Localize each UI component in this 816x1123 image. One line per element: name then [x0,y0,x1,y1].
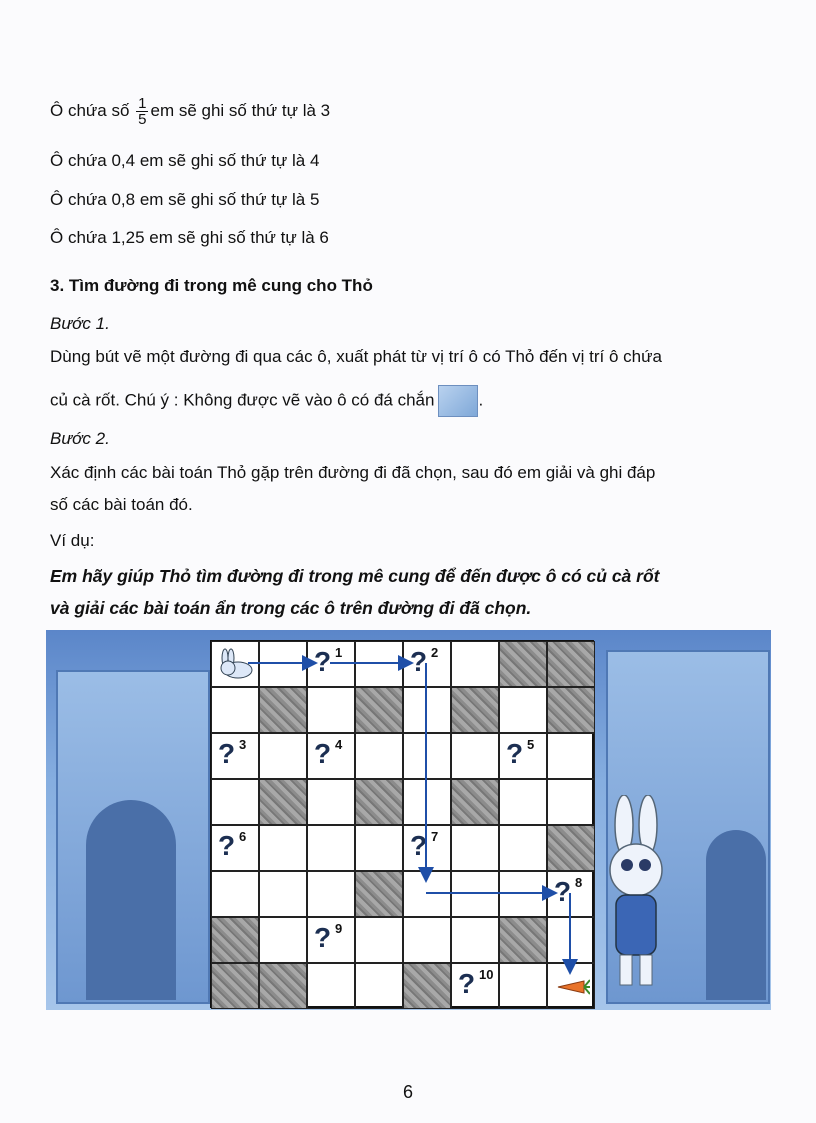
section-heading: 3. Tìm đường đi trong mê cung cho Thỏ [50,276,373,295]
step1-text-cont [50,385,483,417]
rock-cell [547,825,595,871]
maze-cell [259,917,307,963]
question-icon: ? [410,830,428,861]
carrot-icon [554,976,590,998]
maze-cell [355,825,403,871]
question-number: 5 [527,737,535,752]
maze-cell [451,871,499,917]
maze-cell [403,871,451,917]
show-through-text [470,88,770,288]
rock-cell [499,917,547,963]
question-icon: ? [506,738,524,769]
maze-cell [451,917,499,963]
maze-cell [259,825,307,871]
rabbit-start-cell [211,641,259,687]
carrot-goal-cell [547,963,595,1009]
maze-cell [259,733,307,779]
rock-cell [259,687,307,733]
rock-cell [211,963,259,1009]
question-icon: ? [218,830,236,861]
step2-text-cont: số các bài toán đó. [50,495,193,514]
page-number: 6 [402,1082,413,1102]
fraction-line [50,96,330,127]
rock-cell [403,963,451,1009]
question-cell [403,641,451,687]
rock-cell [259,779,307,825]
maze-cell [259,871,307,917]
rock-cell [355,779,403,825]
maze-cell [499,963,547,1009]
rock-cell [451,687,499,733]
question-icon: ? [410,646,428,677]
text-segment: củ cà rốt. Chú ý : Không được vẽ vào ô có đá chắn [50,390,435,410]
example-label: Ví dụ: [50,531,95,550]
question-number: 7 [431,829,439,844]
question-icon: ? [218,738,236,769]
question-cell [547,871,595,917]
maze-cell [307,687,355,733]
maze-cell [259,641,307,687]
question-number: 4 [335,737,343,752]
rock-cell [547,687,595,733]
maze-cell [403,687,451,733]
question-cell [499,733,547,779]
rock-cell [211,917,259,963]
question-number: 2 [431,645,439,660]
question-cell [451,963,499,1009]
maze-cell [355,963,403,1009]
maze-cell [499,871,547,917]
maze-cell [355,733,403,779]
maze-cell [355,641,403,687]
maze-cell [451,641,499,687]
task-text: Em hãy giúp Thỏ tìm đường đi trong mê cung để đến được ô có củ cà rốt [50,566,660,586]
task-text-cont: và giải các bài toán ẩn trong các ô trên đường đi đã chọn. [50,598,532,618]
maze-cell [499,825,547,871]
question-icon: ? [314,738,332,769]
step2-text: Xác định các bài toán Thỏ gặp trên đường đi đã chọn, sau đó em giải và ghi đáp [50,463,656,482]
castle-archway [86,800,176,1000]
maze-cell [307,963,355,1009]
question-cell [211,825,259,871]
castle-archway [706,830,766,1000]
question-number: 9 [335,921,343,936]
maze-cell [211,871,259,917]
question-cell [211,733,259,779]
maze-cell [451,733,499,779]
rabbit-icon [216,648,254,680]
fraction-denominator: 5 [138,111,147,128]
fraction-numerator: 1 [138,95,147,112]
maze-cell [451,825,499,871]
text-segment: em sẽ ghi số thứ tự là 3 [150,100,331,120]
maze-cell [211,687,259,733]
maze-cell [403,733,451,779]
fraction [136,96,148,127]
rock-cell [355,871,403,917]
text-line: Ô chứa 0,4 em sẽ ghi số thứ tự là 4 [50,151,320,170]
question-cell [403,825,451,871]
question-icon: ? [314,646,332,677]
rock-cell [355,687,403,733]
text-line: Ô chứa 0,8 em sẽ ghi số thứ tự là 5 [50,190,320,209]
maze-cell [547,917,595,963]
question-icon: ? [554,876,572,907]
rock-cell [547,641,595,687]
text-line: Ô chứa 1,25 em sẽ ghi số thứ tự là 6 [50,228,329,247]
question-number: 6 [239,829,247,844]
maze-cell [307,825,355,871]
step1-text: Dùng bút vẽ một đường đi qua các ô, xuất phát từ vị trí ô có Thỏ đến vị trí ô chứa [50,347,662,366]
rock-cell [259,963,307,1009]
question-number: 10 [479,967,494,982]
step2-label: Bước 2. [50,429,110,448]
maze-cell [307,779,355,825]
maze-cell [499,687,547,733]
rabbit-mascot-icon [596,795,676,995]
rock-cell [451,779,499,825]
rock-cell [499,641,547,687]
maze-grid [210,640,594,1008]
text-segment: Ô chứa số [50,100,135,120]
maze-cell [547,733,595,779]
maze-cell [547,779,595,825]
maze-cell [499,779,547,825]
question-number: 1 [335,645,343,660]
rock-swatch-icon [438,385,478,417]
maze-cell [307,871,355,917]
maze-cell [403,917,451,963]
maze-cell [211,779,259,825]
question-cell [307,641,355,687]
question-icon: ? [314,922,332,953]
text-segment: . [478,390,484,410]
question-number: 8 [575,875,583,890]
step1-label: Bước 1. [50,314,110,333]
maze-cell [355,917,403,963]
question-cell [307,733,355,779]
question-icon: ? [458,968,476,999]
question-cell [307,917,355,963]
maze-cell [403,779,451,825]
question-number: 3 [239,737,247,752]
